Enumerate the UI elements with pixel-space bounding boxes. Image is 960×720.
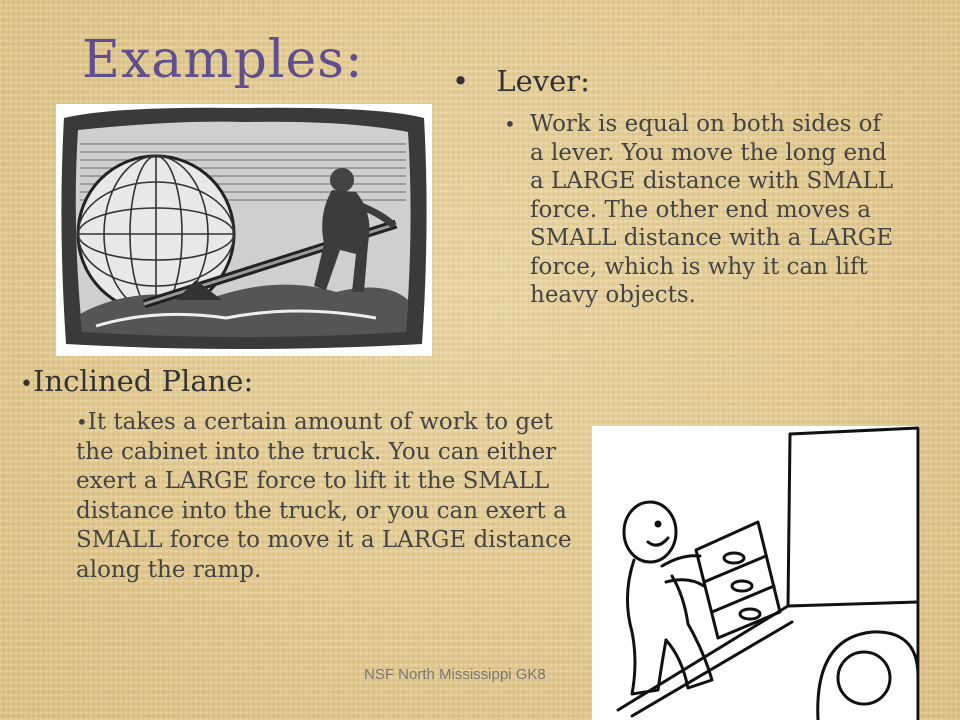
inclined-plane-sub-bullet-icon: •	[76, 410, 88, 434]
person-ramp-truck-drawing-icon	[592, 426, 920, 720]
lever-illustration	[56, 104, 432, 356]
lever-heading-label: Lever:	[496, 64, 590, 98]
inclined-plane-bullet-icon: •	[20, 372, 33, 397]
lever-heading	[452, 64, 590, 98]
slide-footer: NSF North Mississippi GK8	[364, 666, 546, 683]
inclined-plane-heading	[20, 364, 253, 398]
slide-title: Examples:	[82, 30, 364, 90]
inclined-plane-text: It takes a certain amount of work to get the cabinet into the truck. You can either exert a LARGE force to lift it the SMALL distance into the truck, or you can exert a SMALL force to move it a LARGE distance along the ramp.	[76, 409, 572, 583]
globe-lever-engraving-icon	[56, 104, 432, 356]
lever-description	[500, 110, 900, 310]
lever-bullet-icon: •	[452, 64, 470, 98]
truck-ramp-illustration	[592, 426, 920, 720]
lever-sub-bullet-icon: •	[504, 112, 516, 136]
inclined-plane-heading-label: Inclined Plane:	[32, 364, 254, 398]
lever-text: Work is equal on both sides of a lever. You move the long end a LARGE distance with SMALL force. The other end moves a SMALL distance with a LARGE force, which is why it can lift heavy objects.	[530, 111, 894, 308]
inclined-plane-description	[76, 408, 596, 585]
